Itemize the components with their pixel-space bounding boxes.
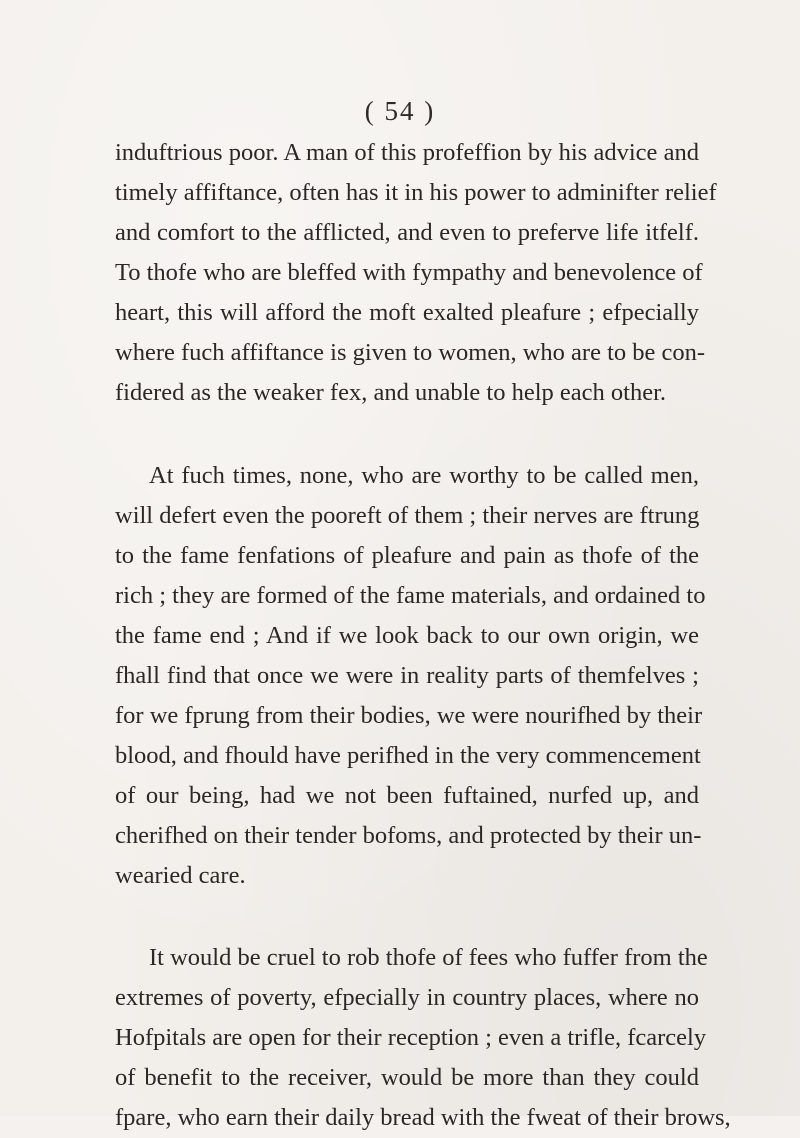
text-line: fidered as the weaker fex, and unable to help each other. — [115, 379, 666, 406]
text-line: To thofe who are bleffed with fympathy and benevolence of — [115, 259, 703, 286]
text-line: induftrious poor. A man of this profeffion by his advice and — [115, 139, 699, 166]
text-line: of benefit to the receiver, would be more than they could — [115, 1064, 699, 1091]
text-line: fpare, who earn their daily bread with the fweat of their brows, — [115, 1104, 731, 1131]
text-line: Hofpitals are open for their reception ; even a trifle, fcarcely — [115, 1024, 707, 1051]
text-line: for we fprung from their bodies, we were nourifhed by their — [115, 702, 703, 729]
text-line: the fame end ; And if we look back to our own origin, we — [115, 622, 699, 649]
text-line: of our being, had we not been fuftained, nurfed up, and — [115, 782, 699, 809]
text-line: to the fame fenfations of pleafure and pain as thofe of the — [115, 542, 699, 569]
text-line: and comfort to the afflicted, and even to preferve life itfelf. — [115, 219, 699, 246]
text-line: blood, and fhould have perifhed in the very commencement — [115, 742, 701, 769]
text-line: It would be cruel to rob thofe of fees who fuffer from the — [149, 944, 708, 971]
text-line: extremes of poverty, efpecially in country places, where no — [115, 984, 699, 1011]
text-line: At fuch times, none, who are worthy to be called men, — [149, 462, 699, 489]
text-line: rich ; they are formed of the fame materials, and ordained to — [115, 582, 706, 609]
text-line: timely affiftance, often has it in his power to adminifter relief — [115, 179, 717, 206]
text-line: cherifhed on their tender bofoms, and protected by their un- — [115, 822, 702, 849]
text-line: where fuch affiftance is given to women, who are to be con- — [115, 339, 706, 366]
page-number: ( 54 ) — [364, 96, 436, 126]
text-line: wearied care. — [115, 862, 246, 889]
text-line: fhall find that once we were in reality parts of themfelves ; — [115, 662, 699, 689]
catchword — [115, 1110, 699, 1116]
text-line: will defert even the pooreft of them ; their nerves are ftrung — [115, 502, 700, 529]
text-line: heart, this will afford the moft exalted pleafure ; efpecially — [115, 299, 699, 326]
